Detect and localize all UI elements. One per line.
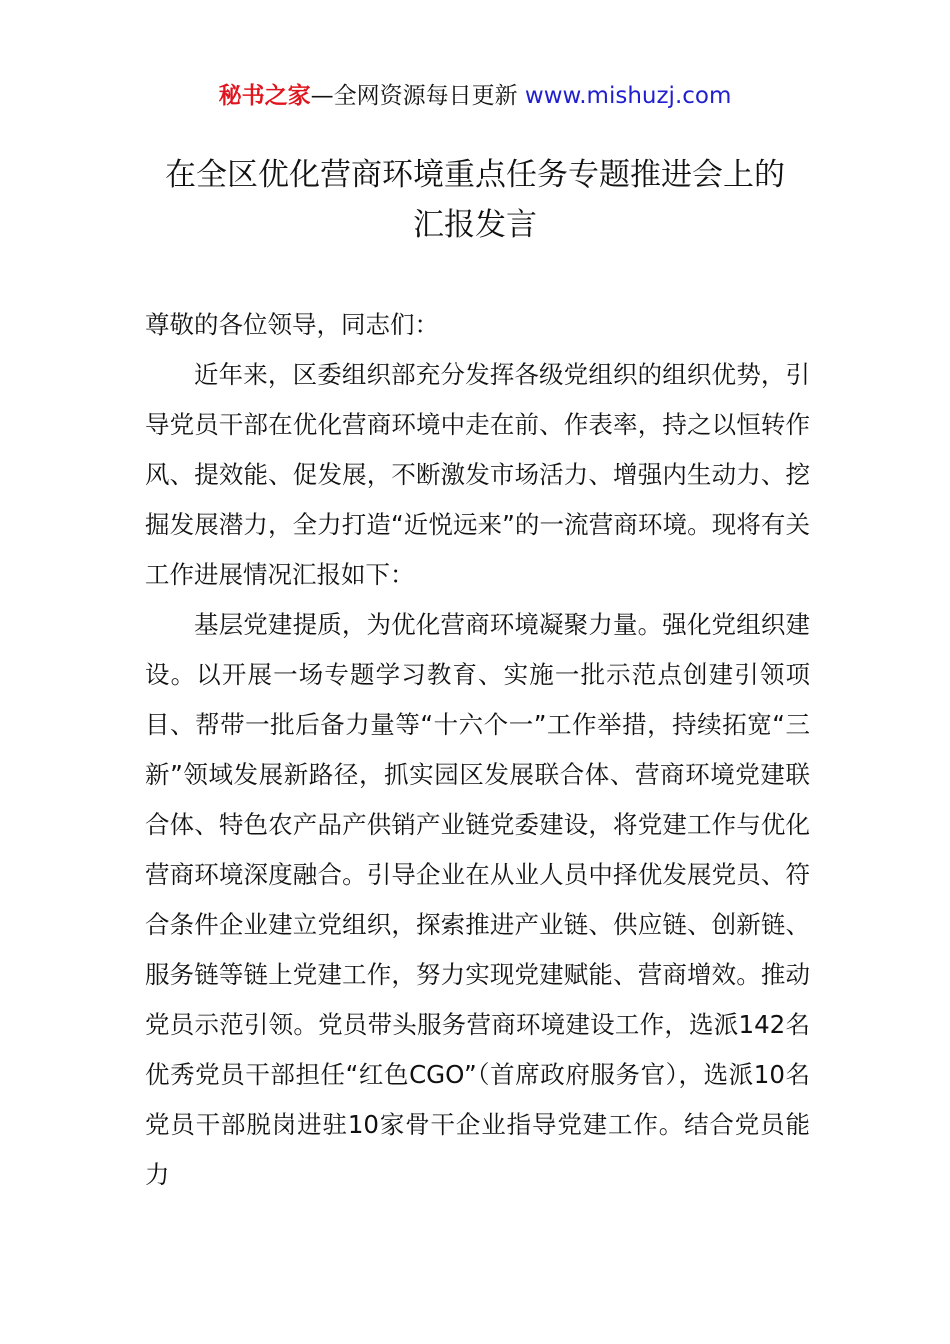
paragraph-intro: 近年来，区委组织部充分发挥各级党组织的组织优势，引导党员干部在优化营商环境中走在前、作表率，持之以恒转作风、提效能、促发展，不断激发市场活力、增强内生动力、挖掘发展潜力，全力打造“近悦远来”的一流营商环境。现将有关工作进展情况汇报如下：	[145, 360, 810, 589]
document-body	[145, 300, 810, 1200]
document-title	[100, 150, 850, 250]
title-line-1: 在全区优化营商环境重点任务专题推进会上的	[165, 157, 785, 193]
header-tagline: —全网资源每日更新	[310, 83, 525, 109]
site-header	[0, 80, 950, 112]
paragraph-party-building: 基层党建提质，为优化营商环境凝聚力量。强化党组织建设。以开展一场专题学习教育、实施一批示范点创建引领项目、帮带一批后备力量等“十六个一”工作举措，持续拓宽“三新”领域发展新路径，抓实园区发展联合体、营商环境党建联合体、特色农产品产供销产业链党委建设，将党建工作与优化营商环境深度融合。引导企业在从业人员中择优发展党员、符合条件企业建立党组织，探索推进产业链、供应链、创新链、服务链等链上党建工作，努力实现党建赋能、营商增效。推动党员示范引领。党员带头服务营商环境建设工作，选派142名优秀党员干部担任“红色CGO”（首席政府服务官），选派10名党员干部脱岗进驻10家骨干企业指导党建工作。结合党员能力	[145, 610, 810, 1189]
salutation: 尊敬的各位领导，同志们：	[145, 310, 439, 339]
site-url[interactable]: www.mishuzj.com	[524, 83, 732, 109]
brand-name: 秘书之家	[218, 83, 311, 109]
title-line-2: 汇报发言	[413, 207, 537, 243]
